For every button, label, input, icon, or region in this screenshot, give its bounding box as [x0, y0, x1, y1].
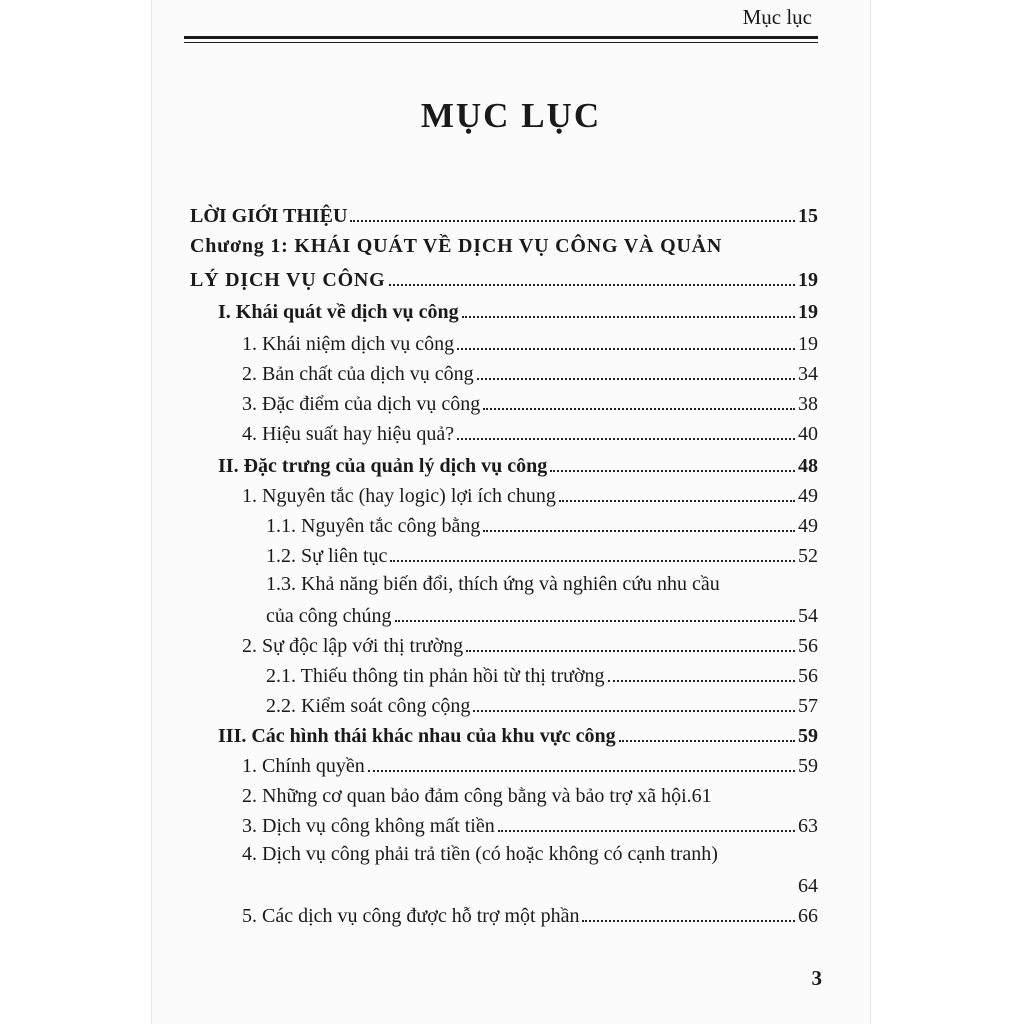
page-number: 3: [811, 966, 822, 990]
toc-page: 48: [798, 455, 818, 477]
toc-page: 15: [798, 205, 818, 227]
toc-page: 66: [798, 905, 818, 927]
toc-page: 52: [798, 545, 818, 567]
toc-entry-2-1-3[interactable]: [190, 600, 818, 630]
toc-label: 3. Đặc điểm của dịch vụ công: [242, 393, 481, 415]
toc-label: III. Các hình thái khác nhau của khu vực công: [218, 725, 616, 747]
dot-leader: [389, 284, 795, 286]
toc-entry-2-1-3-line1[interactable]: 1.3. Khả năng biến đổi, thích ứng và nghiên cứu nhu cầu: [266, 573, 720, 595]
toc-page: 49: [798, 485, 818, 507]
toc-entry-1-4[interactable]: [190, 418, 818, 448]
toc-page: 59: [798, 755, 818, 777]
dot-leader: [582, 920, 795, 922]
toc-label: LÝ DỊCH VỤ CÔNG: [190, 269, 386, 291]
toc-page: 19: [798, 333, 818, 355]
toc-label: 4. Hiệu suất hay hiệu quả?: [242, 423, 455, 445]
toc-entry-intro[interactable]: [190, 200, 818, 230]
toc-entry-2-1-1[interactable]: [190, 510, 818, 540]
header-rule-thin: [184, 42, 818, 43]
dot-leader: [483, 408, 795, 410]
toc-entry-2-2-2[interactable]: [190, 690, 818, 720]
toc-entry-3-4-line1[interactable]: 4. Dịch vụ công phải trả tiền (có hoặc không có cạnh tranh): [242, 843, 718, 865]
toc-entry-2-2-1[interactable]: [190, 660, 818, 690]
toc-label: 1. Nguyên tắc (hay logic) lợi ích chung: [242, 485, 556, 507]
toc-page: 49: [798, 515, 818, 537]
document-page: [152, 0, 870, 1024]
toc-page: 19: [798, 301, 818, 323]
toc-entry-1-3[interactable]: [190, 388, 818, 418]
dot-leader: [483, 530, 795, 532]
toc-entry-2-2[interactable]: [190, 630, 818, 660]
toc-page: 57: [798, 695, 818, 717]
toc-entry-section-2[interactable]: [190, 450, 818, 480]
dot-leader: [457, 348, 795, 350]
toc-label: 1.1. Nguyên tắc công bằng: [266, 515, 481, 537]
toc-label: 1. Chính quyền: [242, 755, 365, 777]
dot-leader: [559, 500, 795, 502]
toc-entry-3-1[interactable]: [190, 750, 818, 780]
dot-leader: [466, 650, 795, 652]
toc-entry-section-3[interactable]: [190, 720, 818, 750]
toc-page: 63: [798, 815, 818, 837]
toc-page: 54: [798, 605, 818, 627]
toc-chapter-1-title[interactable]: Chương 1: KHÁI QUÁT VỀ DỊCH VỤ CÔNG VÀ QUẢN: [190, 235, 723, 257]
toc-label: của công chúng: [266, 605, 392, 627]
page-title: MỤC LỤC: [420, 96, 602, 135]
toc-entry-1-1[interactable]: [190, 328, 818, 358]
dot-leader: [608, 680, 795, 682]
dot-leader: [368, 770, 795, 772]
toc-label: 3. Dịch vụ công không mất tiền: [242, 815, 495, 837]
toc-page: 40: [798, 423, 818, 445]
toc-entry-1-2[interactable]: [190, 358, 818, 388]
toc-label: II. Đặc trưng của quản lý dịch vụ công: [218, 455, 548, 477]
dot-leader: [462, 316, 795, 318]
toc-page: 19: [798, 269, 818, 291]
toc-label: 2.2. Kiểm soát công cộng: [266, 695, 471, 717]
running-header: Mục lục: [742, 5, 812, 29]
dot-leader: [550, 470, 795, 472]
toc-page: 64: [798, 875, 818, 897]
dot-leader: [457, 438, 795, 440]
toc-page: 56: [798, 665, 818, 687]
toc-page: 56: [798, 635, 818, 657]
dot-leader: [350, 220, 795, 222]
toc-entry-2-1-2[interactable]: [190, 540, 818, 570]
toc-entry-chapter-1[interactable]: [190, 264, 818, 294]
toc-label: 1.2. Sự liên tục: [266, 545, 388, 567]
dot-leader: [498, 830, 795, 832]
toc-label: 2.1. Thiếu thông tin phản hồi từ thị trường: [266, 665, 605, 687]
toc-label: 5. Các dịch vụ công được hỗ trợ một phần: [242, 905, 580, 927]
toc-entry-3-4[interactable]: [190, 870, 818, 900]
toc-label: LỜI GIỚI THIỆU: [190, 205, 348, 227]
toc-page: 61: [691, 785, 712, 807]
dot-leader: [619, 740, 795, 742]
toc-page: 38: [798, 393, 818, 415]
dot-leader: [477, 378, 795, 380]
toc-label: I. Khái quát về dịch vụ công: [218, 301, 459, 323]
toc-label: 1. Khái niệm dịch vụ công: [242, 333, 455, 355]
dot-leader: [473, 710, 795, 712]
toc-label: 2. Bản chất của dịch vụ công: [242, 363, 474, 385]
toc-label: 2. Sự độc lập với thị trường: [242, 635, 464, 657]
toc-label: 2. Những cơ quan bảo đảm công bằng và bảo trợ xã hội.: [242, 785, 692, 807]
toc-entry-3-2[interactable]: [190, 780, 818, 810]
dot-leader: [395, 620, 795, 622]
dot-leader: [390, 560, 795, 562]
toc-entry-3-3[interactable]: [190, 810, 818, 840]
toc-entry-3-5[interactable]: [190, 900, 818, 930]
toc-entry-section-1[interactable]: [190, 296, 818, 326]
toc-page: 34: [798, 363, 818, 385]
header-rule: [184, 36, 818, 39]
toc-entry-2-1[interactable]: [190, 480, 818, 510]
toc-page: 59: [798, 725, 818, 747]
